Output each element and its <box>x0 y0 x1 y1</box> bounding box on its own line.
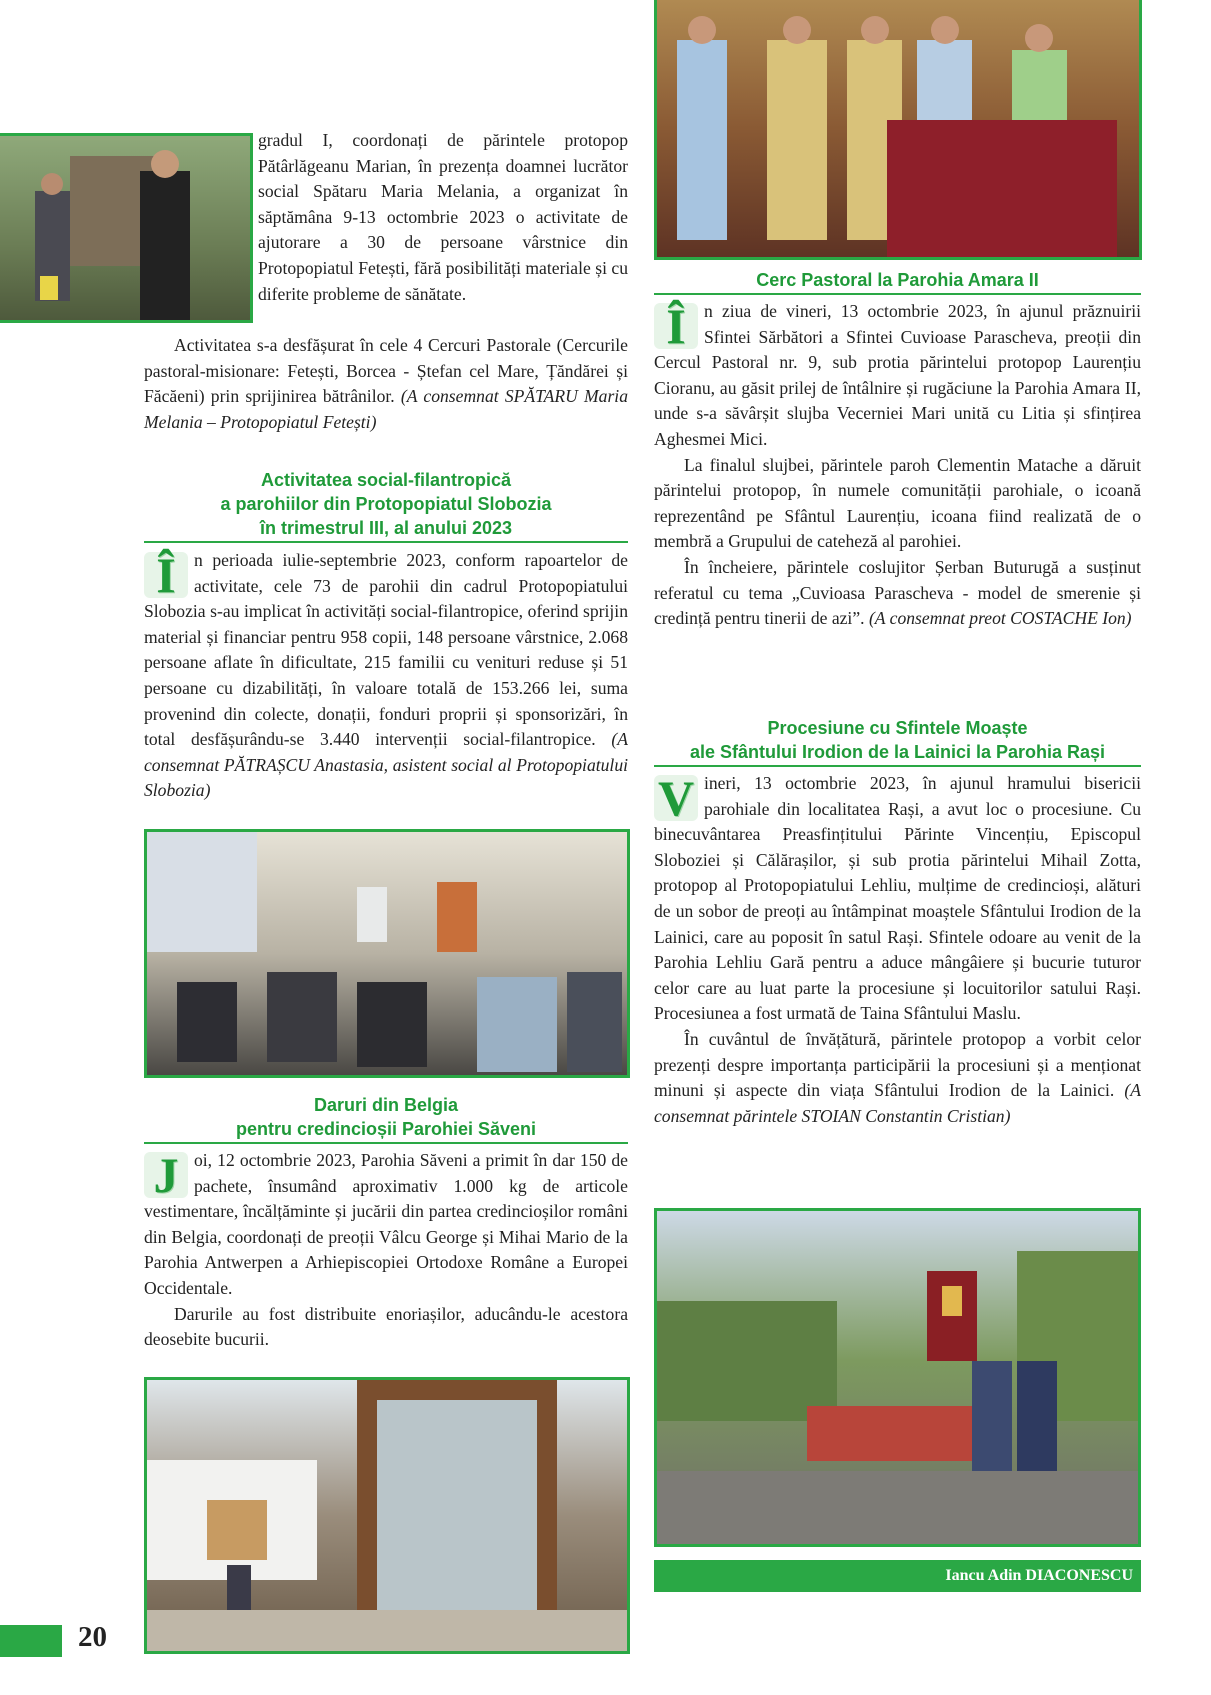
article1-credit: (A consemnat PĂTRAȘCU Anastasia, asistent social al Protopopiatului Slobozia) <box>144 729 628 801</box>
article2-dropcap: J <box>144 1152 188 1198</box>
photo-icon <box>657 0 1139 257</box>
article2-title-line2: pentru credincioșii Parohiei Săveni <box>235 1119 537 1139</box>
page-number: 20 <box>78 1621 107 1653</box>
photo-priests-at-altar <box>654 0 1142 260</box>
photo-icon <box>147 1380 627 1651</box>
photo-woman-and-priest <box>0 133 253 323</box>
article1-title-line1: Activitatea social-filantropică <box>260 470 512 490</box>
article4-title-line2: ale Sfântului Irodion de la Lainici la Parohia Rași <box>689 742 1106 762</box>
intro-paragraph-2: Activitatea s-a desfășurat în cele 4 Cercuri Pastorale (Cercurile pastoral-misionare: Fetești, Borcea - Ștefan cel Mare, Țăndărei și Făcăeni) prin sprijinirea bătrânilor. (A consemnat SPĂTARU Maria Melania – Protopopiatul Fetești) <box>144 335 628 432</box>
article2-heading <box>144 1093 628 1144</box>
article1-paragraph: Î n perioada iulie-septembrie 2023, conform rapoartelor de activitate, cele 73 de parohii din cadrul Protopopiatului Slobozia s-au implicat în activități social-filantropice, oferind sprijin material și financiar pentru 958 copii, 148 persoane vârstnice, 2.068 persoane aflate în dificultate, 215 familii cu venituri reduse și 51 persoane cu dizabilități, în valoare totală de 153.266 lei, suma provenind din colecte, donații, fonduri proprii și sponsorizări, în total desfășurându-se 3.440 intervenții social-filantropice. (A consemnat PĂTRAȘCU Anastasia, asistent social al Protopopiatului Slobozia) <box>144 547 628 801</box>
article4-credit: (A consemnat părintele STOIAN Constantin Cristian) <box>654 1080 1141 1126</box>
article1-dropcap: Î <box>144 552 188 598</box>
article4-paragraph-2: În cuvântul de învățătură, părintele protopop a vorbit celor prezenți despre importanța participării la procesiuni și a menționat minuni și aspecte din viața Sfântului Irodion de la Lainici. (A consemnat părintele STOIAN Constantin Cristian) <box>654 1028 1141 1126</box>
article3-heading <box>654 268 1141 295</box>
photo-icon <box>147 832 627 1075</box>
article2-text <box>144 1148 628 1353</box>
article3-paragraph-3: În încheiere, părintele coslujitor Șerban Buturugă a susținut referatul cu tema „Cuvioasa Parascheva - model de smerenie și credință pentru tinerii de azi”. (A consemnat preot COSTACHE Ion) <box>654 556 1141 629</box>
page-accent-bar <box>0 1625 62 1657</box>
photo-icon <box>0 136 250 320</box>
intro-paragraph-1: gradul I, coordonați de părintele protopop Pătârlăgeanu Marian, în prezența doamnei lucrător social Spătaru Maria Melania, a organizat în săptămâna 9-13 octombrie 2023 o activitate de ajutorare a 30 de persoane vârstnice din Protopopiatul Fetești, fără posibilități materiale și cu diferite probleme de sănătate. <box>258 130 628 304</box>
article3-title: Cerc Pastoral la Parohia Amara II <box>756 270 1039 290</box>
article3-paragraph-1: Î n ziua de vineri, 13 octombrie 2023, în ajunul prăznuirii Sfintei Sărbători a Sfintei Cuvioase Parascheva, preoții din Cercul Pastoral nr. 9, sub protia părintelui protopop Laurențiu Cioranu, au găsit prilej de întâlnire și rugăciune la Parohia Amara II, unde s-a săvârșit slujba Vecerniei Mari unită cu Litia și sfințirea Aghesmei Mici. <box>654 298 1141 449</box>
article4-heading <box>654 716 1141 767</box>
article4-title-line1: Procesiune cu Sfintele Moaște <box>767 718 1028 738</box>
article3-text <box>654 299 1141 632</box>
author-bar <box>654 1560 1141 1592</box>
article4-paragraph-1: V ineri, 13 octombrie 2023, în ajunul hramului bisericii parohiale din localitatea Rași, a avut loc o procesiune. Cu binecuvântarea Preasfințitului Părinte Vincențiu, Episcopul Sloboziei și Călărașilor, și sub protia părintelui Mihail Zotta, protopop al Protopopiatului Lehliu, mulțime de credincioși, alături de un sobor de preoți au întâmpinat moaștele Sfântului Irodion de la Lainici, care au poposit în satul Rași. Sfintele odoare au venit de la Parohia Lehliu Gară pentru a aduce mângâiere și bucurie tuturor celor care au luat parte la procesiune și locuitorilor satului Rași. Procesiunea a fost urmată de Taina Sfântului Maslu. <box>654 770 1141 1024</box>
article1-text <box>144 548 628 804</box>
article2-title-line1: Daruri din Belgia <box>313 1095 459 1115</box>
intro-credit: (A consemnat SPĂTARU Maria Melania – Protopopiatul Fetești) <box>144 386 628 432</box>
article2-paragraph-2: Darurile au fost distribuite enoriașilor, aducându-le acestora deosebite bucurii. <box>144 1303 628 1350</box>
article1-title-line3: în trimestrul III, al anului 2023 <box>259 518 513 538</box>
article2-paragraph-1: J oi, 12 octombrie 2023, Parohia Săveni a primit în dar 150 de pachete, însumând aproximativ 1.000 kg de articole vestimentare, încălțăminte și jucării din partea credincioșilor români din Belgia, coordonați de preoții Vâlcu George și Mihai Mario de la Parohia Antwerpen a Arhiepiscopiei Ortodoxe Române a Europei Occidentale. <box>144 1147 628 1298</box>
photo-procession <box>654 1208 1141 1547</box>
article3-dropcap: Î <box>654 303 698 349</box>
article4-text <box>654 771 1141 1129</box>
intro-text <box>258 128 628 307</box>
intro-text-continued <box>144 333 628 435</box>
photo-van-packages <box>144 1377 630 1654</box>
article3-paragraph-2: La finalul slujbei, părintele paroh Clementin Matache a dăruit părintelui protopop, în numele comunității parohiale, o icoană reprezentând pe Sfântul Laurențiu, icoana fiind realizată de o membră a Grupului de cateheză al parohiei. <box>654 454 1141 552</box>
article1-heading <box>144 468 628 543</box>
author-name: Iancu Adin DIACONESCU <box>945 1567 1133 1584</box>
photo-icon <box>657 1211 1138 1544</box>
photo-service-elderly <box>144 829 630 1078</box>
article3-credit: (A consemnat preot COSTACHE Ion) <box>868 608 1132 629</box>
article4-dropcap: V <box>654 775 698 821</box>
article1-title-line2: a parohiilor din Protopopiatul Slobozia <box>220 494 552 514</box>
